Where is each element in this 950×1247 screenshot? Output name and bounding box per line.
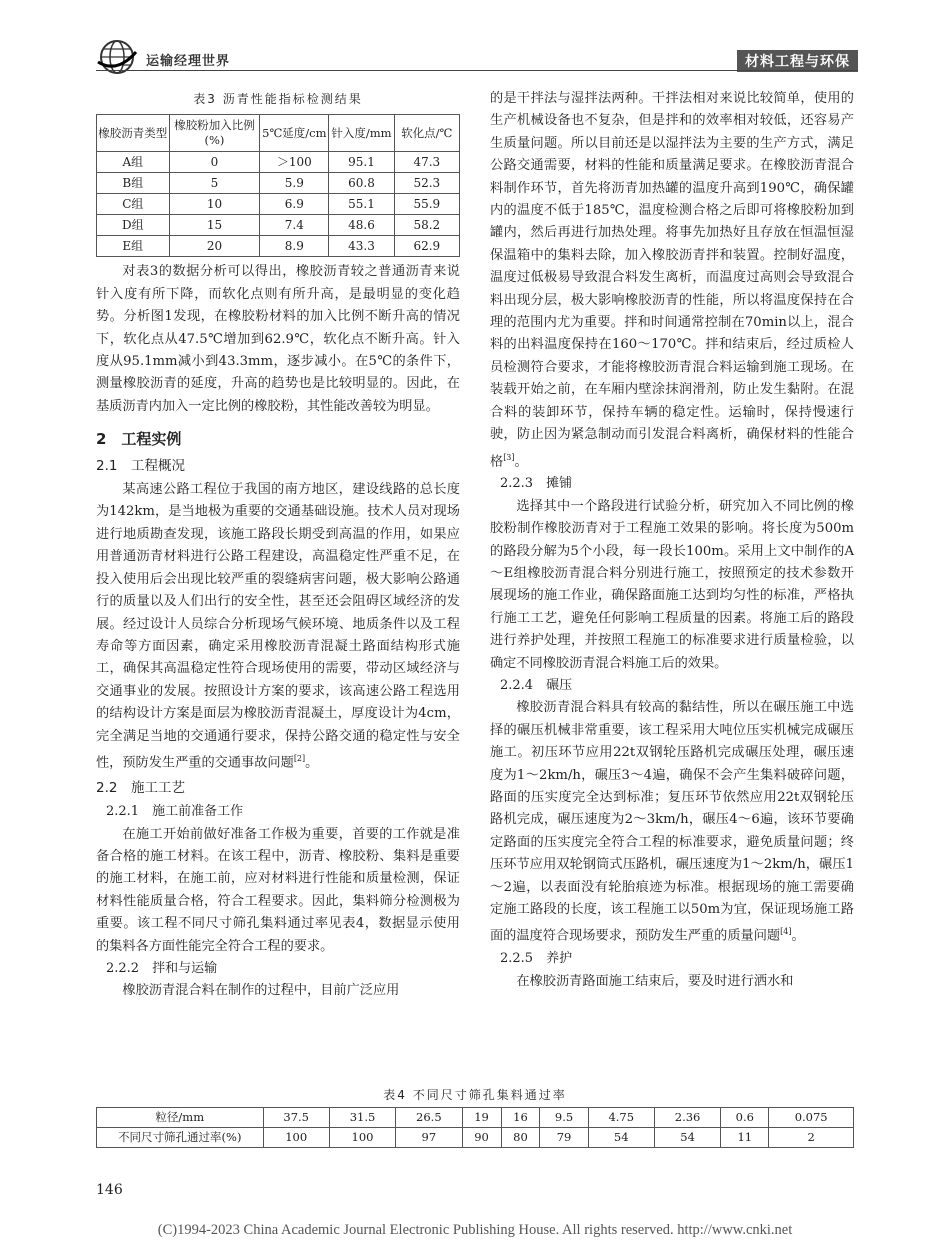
body-paragraph [490,88,854,473]
paragraph-end: 。 [305,755,319,771]
table-cell: 8.9 [260,236,329,257]
table-cell: 62.9 [394,236,459,257]
table4-block [96,1086,854,1148]
table-cell: 52.3 [394,173,459,194]
paragraph-end: 。 [791,928,805,944]
table-cell: 0 [169,152,260,173]
journal-title: 运输经理世界 [146,54,231,69]
table-cell: 9.5 [540,1108,588,1128]
body-paragraph: 在橡胶沥青路面施工结束后，要及时进行洒水和 [516,973,794,989]
table-cell: 48.6 [329,215,394,236]
table-cell: 31.5 [329,1108,395,1128]
table-row [97,1108,854,1128]
table-cell: 0.075 [769,1108,854,1128]
table-cell: E组 [97,236,170,257]
table4-row-label: 不同尺寸筛孔通过率(%) [97,1128,264,1148]
table-cell: 54 [654,1128,720,1148]
citation[interactable]: [3] [503,452,515,462]
table-cell: 20 [169,236,260,257]
table-cell: 100 [263,1128,329,1148]
table-cell: 11 [721,1128,769,1148]
table-cell: 4.75 [588,1108,654,1128]
table-cell: 43.3 [329,236,394,257]
paragraph-text: 某高速公路工程位于我国的南方地区，建设线路的总长度为142km，是当地极为重要的交通基础设施。技术人员对现场进行地质勘查发现，该施工路段长期受到高温的作用，如果应用普通沥青材料进行公路工程建设，高温稳定性严重不足，在投入使用后会出现比较严重的裂缝病害问题，极大影响公路通行的质量以及人们出行的安全性，甚至还会阻碍区域经济的发展。经过设计人员综合分析现场气候环境、地质条件以及工程寿命等方面因素，确定采用橡胶沥青混凝土路面结构形式施工，确保其高温稳定性符合现场使用的需要，带动区域经济与交通事业的发展。按照设计方案的要求，该高速公路工程选用的结构设计方案是面层为橡胶沥青混凝土，厚度设计为4cm，完全满足当地的交通通行要求，保持公路交通的稳定性与安全性，预防发生严重的交通事故问题 [96,482,460,771]
table-cell: 19 [462,1108,501,1128]
body-paragraph [490,697,854,948]
right-column [490,88,854,993]
subsection-heading: 2.2 施工工艺 [96,779,185,796]
body-paragraph: 选择其中一个路段进行试验分析，研究加入不同比例的橡胶粉制作橡胶沥青对于工程施工效果的影响。将长度为500m的路段分解为5个小段，每一段长100m。采用上文中制作的A～E组橡胶沥青混合料分别进行施工，按照预定的技术参数开展现场的施工作业，确保路面施工达到均匀性的标准，严格执行施工工艺，避免任何影响工程质量的因素。将施工后的路段进行养护处理，并按照工程施工的标准要求进行质量检验，以确定不同橡胶沥青混合料施工后的效果。 [490,498,854,671]
subsubsection-heading: 2.2.5 养护 [500,951,573,967]
table-cell: 54 [588,1128,654,1148]
copyright-footer: (C)1994-2023 China Academic Journal Electronic Publishing House. All rights reserved. http://www.cnki.net [157,1222,793,1238]
subsection-heading: 2.1 工程概况 [96,457,185,474]
table3-header-row [97,115,460,152]
table-cell: 5 [169,173,260,194]
table-cell: 60.8 [329,173,394,194]
table-cell: 16 [501,1108,540,1128]
header-divider [96,70,858,71]
page-number: 146 [96,1182,123,1198]
table3-header: 软化点/℃ [394,115,459,152]
table4-row-label: 粒径/mm [97,1108,264,1128]
table4-caption: 表4 不同尺寸筛孔集料通过率 [383,1088,567,1102]
table-cell: 79 [540,1128,588,1148]
page-header [0,0,950,80]
table-row [97,1128,854,1148]
table-cell: 95.1 [329,152,394,173]
table-cell: A组 [97,152,170,173]
table-row [97,236,460,257]
paragraph-text: 的是干拌法与湿拌法两种。干拌法相对来说比较简单，使用的生产机械设备也不复杂，但是拌和的效率相对较低，还容易产生质量问题。所以目前还是以湿拌法为主要的生产方式，满足公路交通需要，材料的性能和质量满足要求。在橡胶沥青混合料制作环节，首先将沥青加热罐的温度升高到190℃，确保罐内的温度不低于185℃，温度检测合格之后即可将橡胶粉加到罐内，然后再进行加热处理。将事先加热好且存放在恒温恒湿保温箱中的集料去除，加入橡胶沥青拌和装置。控制好温度，温度过低极易导致混合料发生离析，而温度过高则会导致混合料出现分层，极大影响橡胶沥青的性能，所以将温度保持在合理的范围内尤为重要。拌和时间通常控制在70min以上，混合料的出料温度保持在160～170℃。拌和结束后，经过质检人员检测符合要求，才能将橡胶沥青混合料运输到施工现场。在装载开始之前，在车厢内壁涂抹润滑剂，防止发生黏附。在混合料的装卸环节，保持车辆的稳定性。运输时，保持慢速行驶，防止因为紧急制动而引发混合料离析，确保材料的性能合格 [490,91,854,469]
table3-header: 橡胶沥青类型 [97,115,170,152]
section-tag: 材料工程与环保 [737,50,858,72]
section-heading: 2 工程实例 [96,430,182,449]
table-cell: 10 [169,194,260,215]
table-cell: 26.5 [396,1108,462,1128]
table4 [96,1107,854,1148]
table-cell: 37.5 [263,1108,329,1128]
table-cell: 0.6 [721,1108,769,1128]
table-cell: 6.9 [260,194,329,215]
table3-header: 橡胶粉加入比例(%) [169,115,260,152]
table-cell: 55.9 [394,194,459,215]
table-cell: ＞100 [260,152,329,173]
table-cell: 58.2 [394,215,459,236]
table-cell: 2.36 [654,1108,720,1128]
table-cell: 80 [501,1128,540,1148]
table3-header: 5℃延度/cm [260,115,329,152]
table-cell: 100 [329,1128,395,1148]
paragraph-text: 橡胶沥青混合料具有较高的黏结性，所以在碾压施工中选择的碾压机械非常重要，该工程采用大吨位压实机械完成碾压施工。初压环节应用22t双钢轮压路机完成碾压处理，碾压速度为1～2km/h，碾压3～4遍，确保不会产生集料破碎问题，路面的压实度完全达到标准；复压环节依然应用22t双钢轮压路机完成，碾压速度为2～3km/h，碾压4～6遍，该环节要确定路面的压实度完全符合工程的标准要求，避免质量问题；终压环节应用双轮钢筒式压路机，碾压速度为1～2km/h，碾压1～2遍，以表面没有轮胎痕迹为标准。根据现场的施工需要确定施工路段的长度，该工程施工以50m为宜，保证现场施工路面的温度符合现场要求，预防发生严重的质量问题 [490,700,854,944]
body-paragraph: 对表3的数据分析可以得出，橡胶沥青较之普通沥青来说针入度有所下降，而软化点则有所升高，是最明显的变化趋势。分析图1发现，在橡胶粉材料的加入比例不断升高的情况下，软化点从47.5℃增加到62.9℃，软化点不断升高。针入度从95.1mm减小到43.3mm，逐步减小。在5℃的条件下，测量橡胶沥青的延度，升高的趋势也是比较明显的。因此，在基质沥青内加入一定比例的橡胶粉，其性能改善较为明显。 [96,264,460,414]
table3-caption: 表3 沥青性能指标检测结果 [193,92,363,106]
table-cell: 2 [769,1128,854,1148]
subsubsection-heading: 2.2.2 拌和与运输 [106,960,218,976]
citation[interactable]: [4] [780,927,792,937]
body-paragraph: 橡胶沥青混合料在制作的过程中，目前广泛应用 [122,983,400,999]
table3-header: 针入度/mm [329,115,394,152]
table-row [97,215,460,236]
body-paragraph: 在施工开始前做好准备工作极为重要，首要的工作就是准备合格的施工材料。在该工程中，沥青、橡胶粉、集料是重要的施工材料，在施工前，应对材料进行性能和质量检测，保证材料性能质量合格，符合工程要求。因此，集料筛分检测极为重要。该工程不同尺寸筛孔集料通过率见表4，数据显示使用的集料各方面性能完全符合工程的要求。 [96,826,460,954]
table3 [96,114,460,257]
table-cell: 7.4 [260,215,329,236]
paragraph-end: 。 [514,453,528,469]
table-cell: 97 [396,1128,462,1148]
body-paragraph [96,479,460,775]
table-cell: D组 [97,215,170,236]
table-row [97,194,460,215]
table-cell: 47.3 [394,152,459,173]
table-cell: 55.1 [329,194,394,215]
left-column [96,88,460,1003]
table-cell: 15 [169,215,260,236]
subsubsection-heading: 2.2.4 碾压 [500,677,573,693]
table-cell: 5.9 [260,173,329,194]
table-row [97,173,460,194]
citation[interactable]: [2] [293,753,306,763]
table-cell: B组 [97,173,170,194]
table-row [97,152,460,173]
table-cell: 90 [462,1128,501,1148]
table-cell: C组 [97,194,170,215]
subsubsection-heading: 2.2.3 摊铺 [500,476,573,492]
subsubsection-heading: 2.2.1 施工前准备工作 [106,804,244,820]
